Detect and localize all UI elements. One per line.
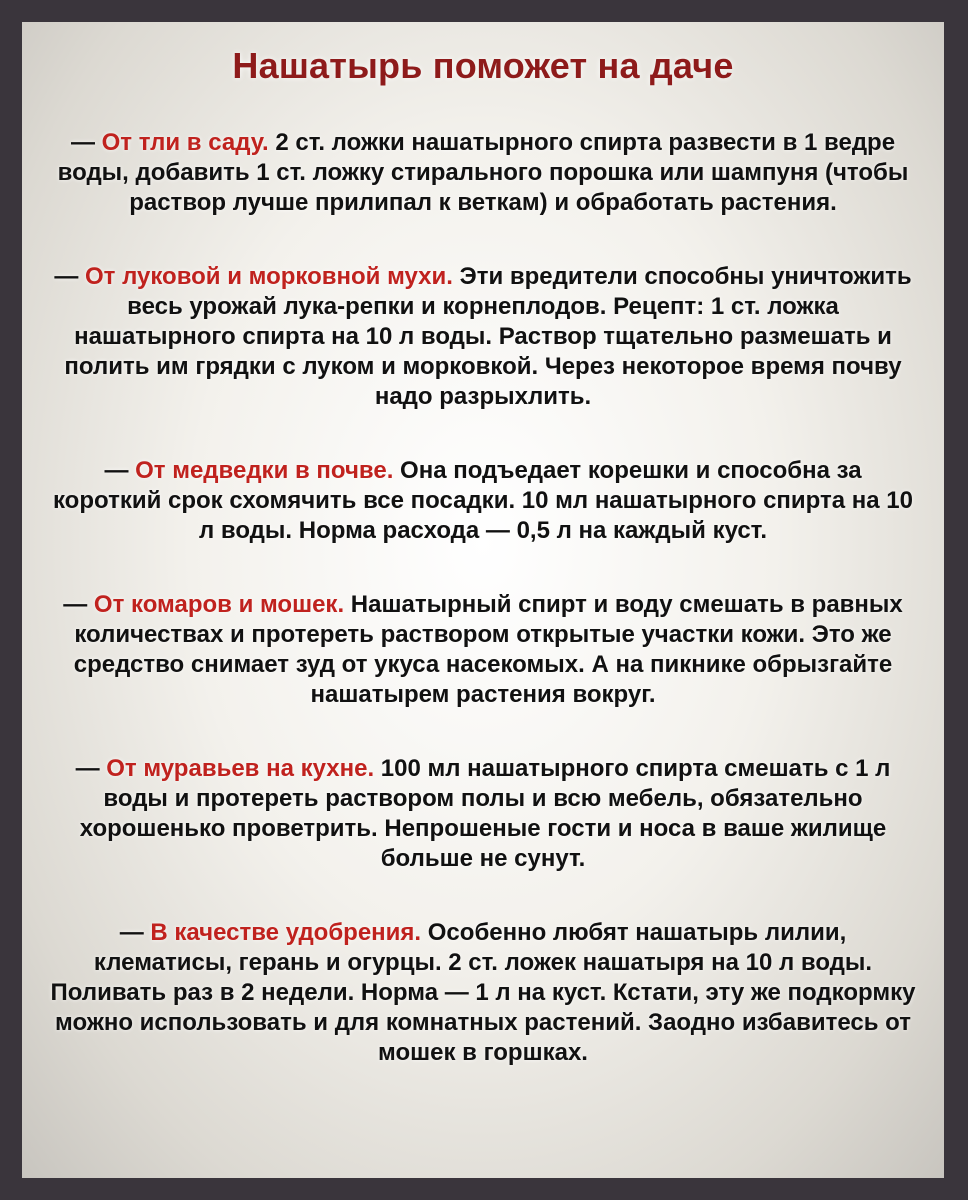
- article-card: [22, 22, 944, 1178]
- tip-heading: От луковой и морковной мухи.: [84, 263, 453, 290]
- tip-heading: От тли в саду.: [101, 129, 269, 156]
- tip-dash: —: [54, 263, 85, 290]
- tip-body: Нашатырный спирт и воду смешать в равных количествах и протереть раствором открытые участки кожи. Это же средство снимает зуд от укуса насекомых. А на пикнике обрызгайте нашатырем растения вокруг.: [73, 591, 903, 708]
- tip-heading: От муравьев на кухне.: [106, 755, 375, 782]
- tip-aphids: [50, 128, 916, 218]
- tip-body: Особенно любят нашатырь лилии, клематисы, герань и огурцы. 2 ст. ложек нашатыря на 10 л воды. Поливать раз в 2 недели. Норма — 1 л на куст. Кстати, эту же подкормку можно использовать и для комнатных растений. Заодно избавитесь от мошек в горшках.: [50, 919, 916, 1066]
- tip-onion-carrot-fly: [50, 262, 916, 412]
- page-title: Нашатырь поможет на даче: [232, 45, 734, 86]
- tip-dash: —: [70, 129, 102, 156]
- tip-ants: [50, 754, 916, 874]
- tip-heading: В качестве удобрения.: [150, 919, 422, 946]
- tip-body: Эти вредители способны уничтожить весь урожай лука-репки и корнеплодов. Рецепт: 1 ст. ложка нашатырного спирта на 10 л воды. Раствор тщательно размешать и полить им грядки с луком и морковкой. Через некоторое время почву надо разрыхлить.: [64, 263, 912, 410]
- tip-body: Она подъедает корешки и способна за короткий срок схомячить все посадки. 10 мл нашатырного спирта на 10 л воды. Норма расхода — 0,5 л на каждый куст.: [52, 457, 913, 544]
- tip-dash: —: [75, 755, 107, 782]
- tip-mosquitoes: [50, 590, 916, 710]
- tip-heading: От медведки в почве.: [135, 457, 394, 484]
- tip-body: 100 мл нашатырного спирта смешать с 1 л воды и протереть раствором полы и всю мебель, обязательно хорошенько проветрить. Непрошеные гости и носа в ваше жилище больше не сунут.: [79, 755, 891, 872]
- tip-dash: —: [119, 919, 151, 946]
- tip-mole-cricket: [50, 456, 916, 546]
- tip-dash: —: [63, 591, 94, 618]
- tip-heading: От комаров и мошек.: [93, 591, 345, 618]
- tip-dash: —: [104, 457, 136, 484]
- tip-fertilizer: [50, 918, 916, 1068]
- tip-body: 2 ст. ложки нашатырного спирта развести в 1 ведре воды, добавить 1 ст. ложку стирального порошка или шампуня (чтобы раствор лучше прилипал к веткам) и обработать растения.: [57, 129, 909, 216]
